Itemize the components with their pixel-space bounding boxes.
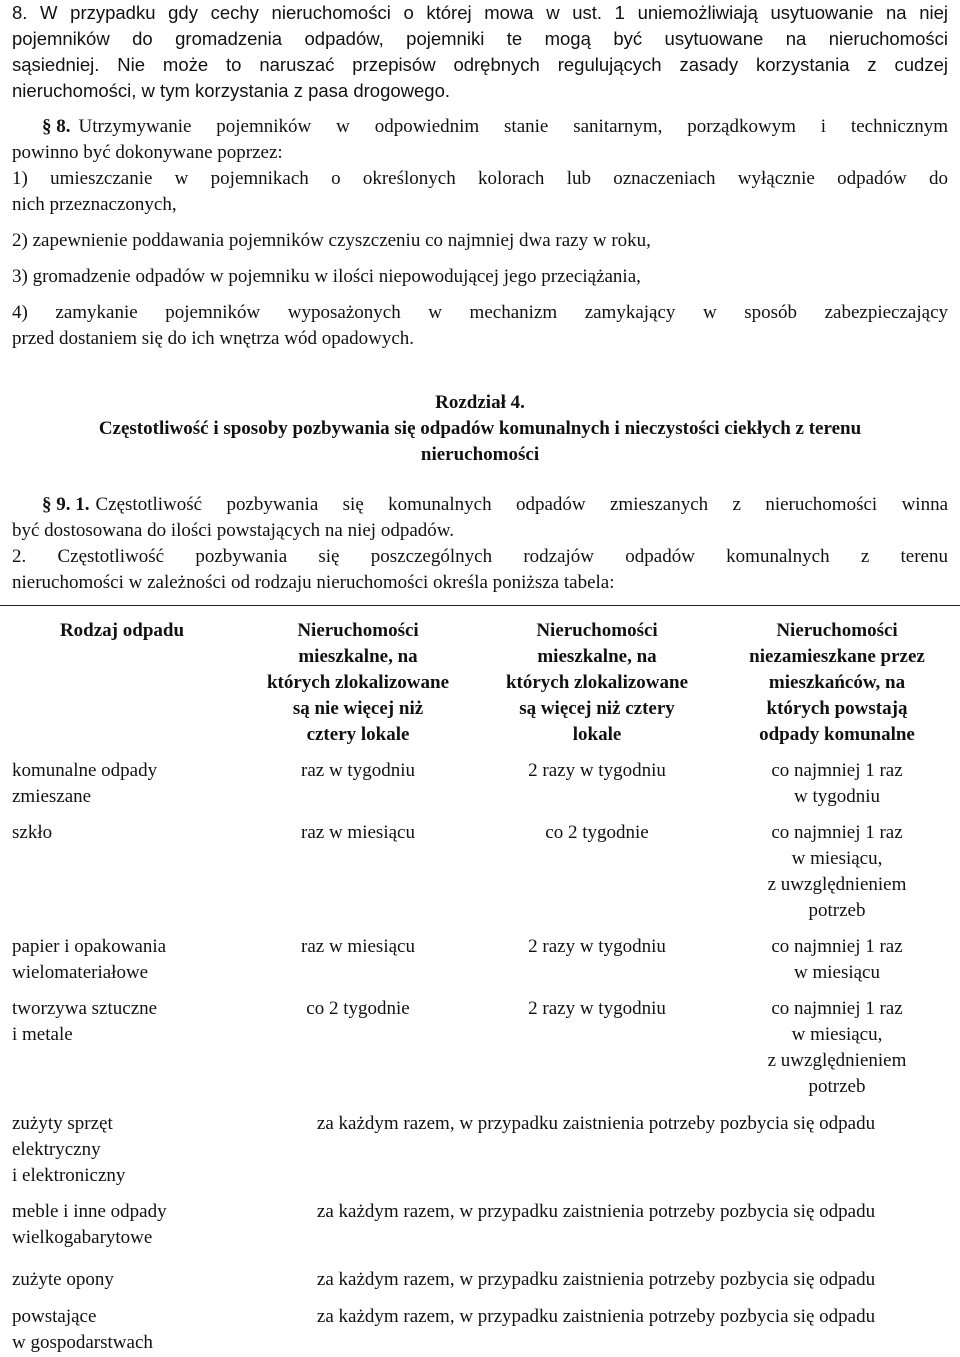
row-8-merged bbox=[240, 1304, 952, 1330]
section-9 bbox=[12, 492, 948, 596]
row-3-col-1 bbox=[240, 934, 476, 960]
chapter-label: Rozdział 4. bbox=[435, 392, 525, 413]
text-line: nieruchomości, w tym korzystania z pasa drogowego. bbox=[12, 80, 451, 101]
cell-line: za każdym razem, w przypadku zaistnienia potrzeby pozbycia się odpadu bbox=[316, 1306, 876, 1327]
list-item-3: 3) gromadzenie odpadów w pojemniku w ilości niepowodującej jego przeciążania, bbox=[12, 266, 641, 287]
header-line: Rodzaj odpadu bbox=[59, 620, 185, 641]
row-7-type bbox=[12, 1267, 232, 1293]
cell-line: papier i opakowania bbox=[12, 936, 167, 957]
row-1-col-3 bbox=[722, 758, 952, 810]
cell-line: wielkogabarytowe bbox=[12, 1227, 153, 1248]
header-line: cztery lokale bbox=[306, 724, 410, 745]
row-6-type bbox=[12, 1199, 232, 1251]
section-9-first-line bbox=[12, 492, 948, 518]
text-line: być dostosowana do ilości powstających na niej odpadów. bbox=[12, 520, 455, 541]
row-3-type bbox=[12, 934, 232, 986]
cell-line: za każdym razem, w przypadku zaistnienia potrzeby pozbycia się odpadu bbox=[316, 1113, 876, 1134]
list-item-1: 1) umieszczanie w pojemnikach o określonych kolorach lub oznaczeniach wyłącznie odpadów do bbox=[12, 168, 948, 189]
row-6-merged bbox=[240, 1199, 952, 1225]
section-9-number: § 9. 1. bbox=[42, 494, 90, 515]
cell-line: elektryczny bbox=[12, 1139, 101, 1160]
row-2-type bbox=[12, 820, 232, 846]
cell-line: raz w tygodniu bbox=[301, 760, 415, 781]
cell-line: komunalne odpady bbox=[12, 760, 158, 781]
chapter-title-line2: nieruchomości bbox=[420, 444, 540, 465]
cell-line: zużyty sprzęt bbox=[12, 1113, 113, 1134]
cell-line: za każdym razem, w przypadku zaistnienia potrzeby pozbycia się odpadu bbox=[316, 1201, 876, 1222]
cell-line: potrzeb bbox=[808, 900, 866, 921]
text-line: powinno być dokonywane poprzez: bbox=[12, 142, 283, 163]
text-line: Utrzymywanie pojemników w odpowiednim stanie sanitarnym, porządkowym i technicznym bbox=[78, 116, 948, 137]
row-3-col-3 bbox=[722, 934, 952, 986]
cell-line: w miesiącu, bbox=[791, 1024, 883, 1045]
cell-line: meble i inne odpady bbox=[12, 1201, 167, 1222]
header-line: Nieruchomości bbox=[776, 620, 898, 641]
list-item-1-cont: nich przeznaczonych, bbox=[12, 194, 177, 215]
text-line: pojemników do gromadzenia odpadów, pojemniki te mogą być usytuowane na nieruchomości bbox=[12, 28, 948, 49]
row-1-col-1 bbox=[240, 758, 476, 784]
row-3-col-2 bbox=[478, 934, 716, 960]
header-line: mieszkalne, na bbox=[298, 646, 418, 667]
row-7-merged bbox=[240, 1267, 952, 1293]
text-line: sąsiedniej. Nie może to naruszać przepisów odrębnych regulujących zasady korzystania z cudzej bbox=[12, 54, 948, 75]
header-line: niezamieszkane przez bbox=[749, 646, 925, 667]
cell-line: wielomateriałowe bbox=[12, 962, 149, 983]
header-line: mieszkańców, na bbox=[768, 672, 906, 693]
header-col-1 bbox=[240, 618, 476, 748]
cell-line: z uwzględnieniem bbox=[767, 874, 907, 895]
cell-line: szkło bbox=[12, 822, 53, 843]
header-line: Nieruchomości bbox=[297, 620, 419, 641]
section-8 bbox=[12, 114, 948, 352]
header-col-2 bbox=[478, 618, 716, 748]
header-line: odpady komunalne bbox=[759, 724, 915, 745]
list-item-4: 4) zamykanie pojemników wyposażonych w mechanizm zamykający w sposób zabezpieczający bbox=[12, 302, 948, 323]
cell-line: co najmniej 1 raz bbox=[771, 822, 903, 843]
cell-line: co najmniej 1 raz bbox=[771, 936, 903, 957]
row-8-type bbox=[12, 1304, 232, 1356]
cell-line: 2 razy w tygodniu bbox=[528, 998, 666, 1019]
row-4-col-1 bbox=[240, 996, 476, 1022]
cell-line: i metale bbox=[12, 1024, 73, 1045]
cell-line: raz w miesiącu bbox=[301, 936, 415, 957]
header-line: mieszkalne, na bbox=[537, 646, 657, 667]
row-2-col-1 bbox=[240, 820, 476, 846]
section-8-first-line bbox=[12, 114, 948, 140]
cell-line: potrzeb bbox=[808, 1076, 866, 1097]
chapter-title-line1: Częstotliwość i sposoby pozbywania się odpadów komunalnych i nieczystości ciekłych z terenu bbox=[98, 418, 862, 439]
cell-line: i elektroniczny bbox=[12, 1165, 126, 1186]
header-line: są nie więcej niż bbox=[292, 698, 424, 719]
cell-line: 2 razy w tygodniu bbox=[528, 936, 666, 957]
row-1-type bbox=[12, 758, 232, 810]
text-line: 2. Częstotliwość pozbywania się poszczególnych rodzajów odpadów komunalnych z terenu bbox=[12, 546, 948, 567]
cell-line: zużyte opony bbox=[12, 1269, 114, 1290]
cell-line: co 2 tygodnie bbox=[545, 822, 649, 843]
row-2-col-3 bbox=[722, 820, 952, 924]
list-item-4-cont: przed dostaniem się do ich wnętrza wód opadowych. bbox=[12, 328, 415, 349]
list-item-2: 2) zapewnienie poddawania pojemników czyszczeniu co najmniej dwa razy w roku, bbox=[12, 230, 651, 251]
text-line: Częstotliwość pozbywania się komunalnych odpadów zmieszanych z nieruchomości winna bbox=[95, 494, 948, 515]
cell-line: powstające bbox=[12, 1306, 97, 1327]
cell-line: zmieszane bbox=[12, 786, 92, 807]
paragraph-7-8 bbox=[12, 0, 948, 104]
cell-line: z uwzględnieniem bbox=[767, 1050, 907, 1071]
header-waste-type bbox=[12, 618, 232, 644]
text-line: 8. W przypadku gdy cechy nieruchomości o której mowa w ust. 1 uniemożliwiają usytuowanie na niej bbox=[12, 2, 948, 23]
chapter-heading bbox=[12, 390, 948, 468]
header-line: których zlokalizowane bbox=[505, 672, 689, 693]
row-4-col-3 bbox=[722, 996, 952, 1100]
header-line: których powstają bbox=[766, 698, 908, 719]
cell-line: co najmniej 1 raz bbox=[771, 998, 903, 1019]
header-line: Nieruchomości bbox=[536, 620, 658, 641]
row-4-type bbox=[12, 996, 232, 1048]
header-line: których zlokalizowane bbox=[266, 672, 450, 693]
cell-line: w miesiącu bbox=[793, 962, 880, 983]
row-5-type bbox=[12, 1111, 232, 1189]
cell-line: za każdym razem, w przypadku zaistnienia potrzeby pozbycia się odpadu bbox=[316, 1269, 876, 1290]
row-2-col-2 bbox=[478, 820, 716, 846]
row-5-merged bbox=[240, 1111, 952, 1137]
cell-line: raz w miesiącu bbox=[301, 822, 415, 843]
cell-line: w miesiącu, bbox=[791, 848, 883, 869]
cell-line: co najmniej 1 raz bbox=[771, 760, 903, 781]
header-line: są więcej niż cztery bbox=[519, 698, 675, 719]
header-col-3 bbox=[722, 618, 952, 748]
header-line: lokale bbox=[572, 724, 622, 745]
text-line: nieruchomości w zależności od rodzaju nieruchomości określa poniższa tabela: bbox=[12, 572, 615, 593]
section-8-number: § 8. bbox=[42, 116, 71, 137]
waste-frequency-table bbox=[0, 605, 960, 1357]
cell-line: w gospodarstwach bbox=[12, 1332, 153, 1353]
cell-line: tworzywa sztuczne bbox=[12, 998, 158, 1019]
cell-line: 2 razy w tygodniu bbox=[528, 760, 666, 781]
row-1-col-2 bbox=[478, 758, 716, 784]
cell-line: co 2 tygodnie bbox=[306, 998, 410, 1019]
cell-line: w tygodniu bbox=[793, 786, 881, 807]
row-4-col-2 bbox=[478, 996, 716, 1022]
